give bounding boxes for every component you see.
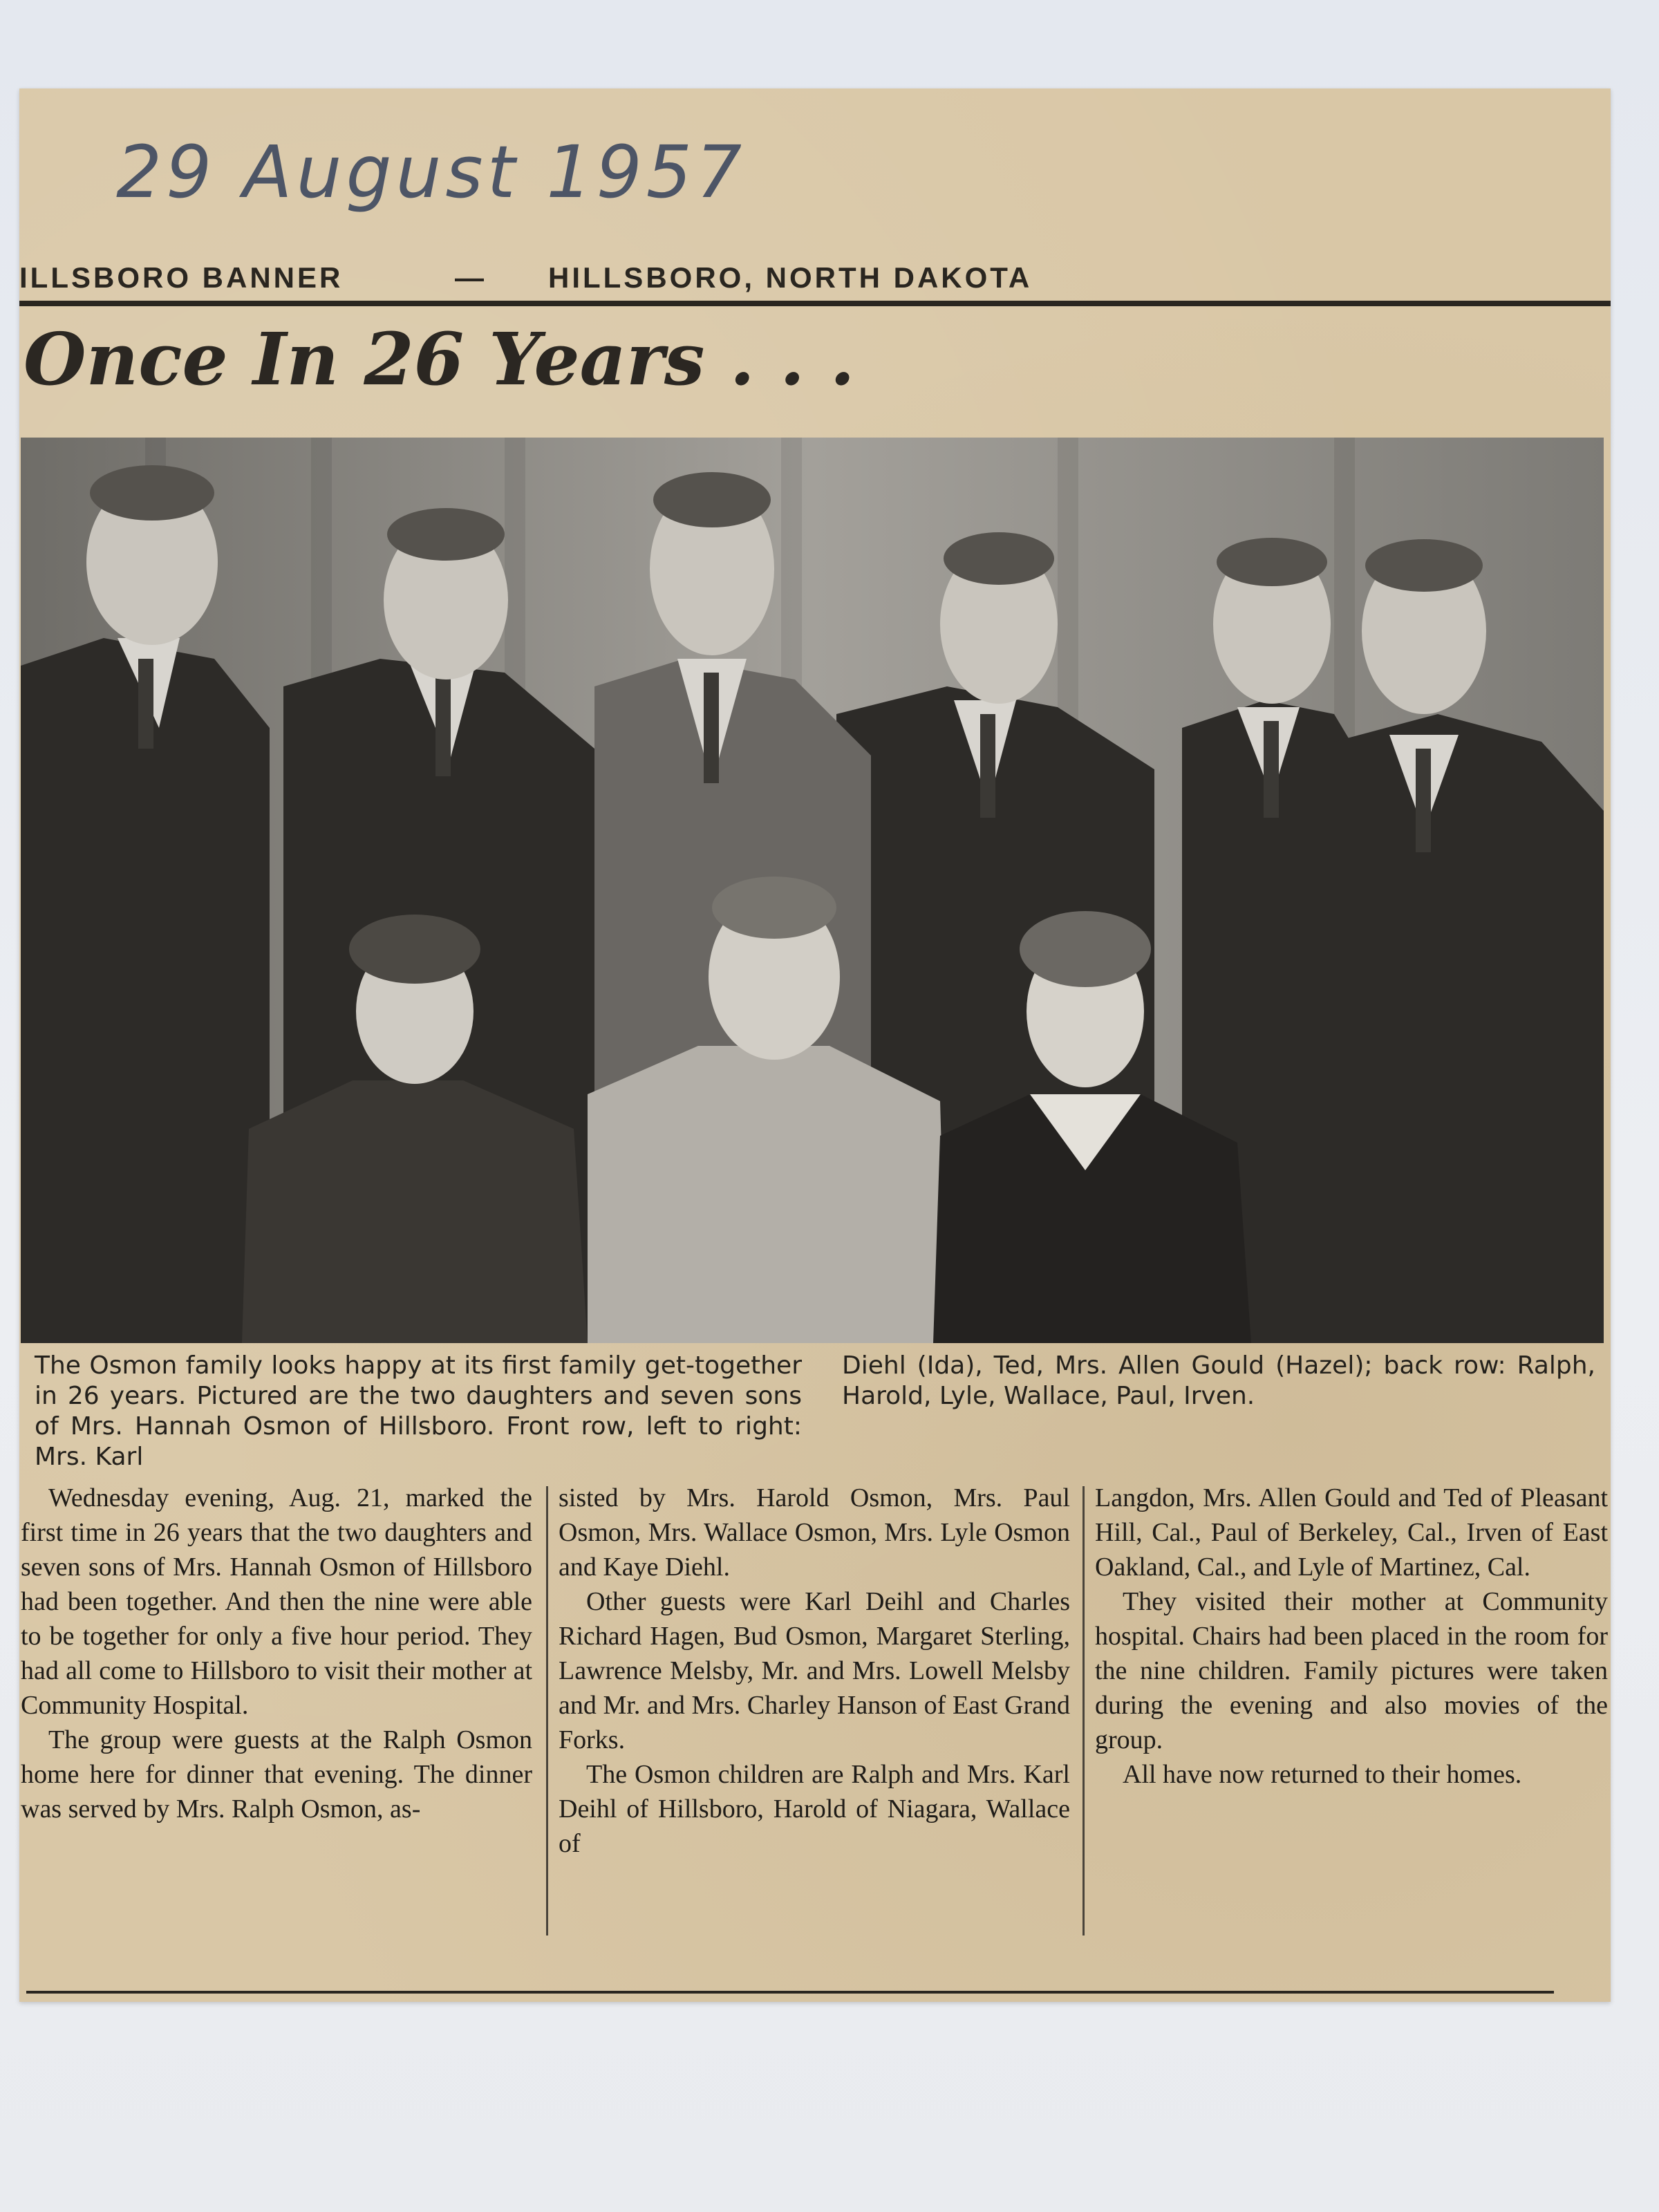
article-paragraph: All have now returned to their homes. (1123, 1760, 1522, 1789)
article-column-2 (559, 1481, 1070, 1861)
article-paragraph: The group were guests at the Ralph Osmon home here for dinner that evening. The dinner was served by Mrs. Ralph Osmon, as- (21, 1725, 532, 1824)
article-paragraph: They visited their mother at Community hospital. Chairs had been placed in the room for the nine children. Family pictures were taken during the evening and also movies of the group. (1095, 1587, 1608, 1754)
masthead-paper-name: ILLSBORO BANNER (19, 261, 344, 294)
article-paragraph: The Osmon children are Ralph and Mrs. Karl Deihl of Hillsboro, Harold of Niagara, Wallace of (559, 1760, 1070, 1858)
masthead (19, 254, 1611, 303)
column-divider (546, 1486, 548, 1936)
family-photo (21, 438, 1604, 1343)
article-paragraph: Langdon, Mrs. Allen Gould and Ted of Pleasant Hill, Cal., Paul of Berkeley, Cal., Irven of East Oakland, Cal., and Lyle of Martinez, Cal. (1095, 1483, 1608, 1582)
newspaper-clipping (19, 88, 1611, 2002)
article-paragraph: sisted by Mrs. Harold Osmon, Mrs. Paul Osmon, Mrs. Wallace Osmon, Mrs. Lyle Osmon and Kaye Diehl. (559, 1483, 1070, 1582)
handwritten-date: 29 August 1957 (116, 130, 747, 214)
article-column-3 (1095, 1481, 1608, 1792)
bottom-rule (26, 1991, 1554, 1994)
masthead-location: HILLSBORO, NORTH DAKOTA (548, 261, 1033, 294)
group-photo-icon (21, 438, 1604, 1343)
photo-caption-left: The Osmon family looks happy at its first family get-together in 26 years. Pictured are the two daughters and seven sons of Mrs. Hannah Osmon of Hillsboro. Front row, left to right: Mrs. Karl (35, 1351, 802, 1471)
article-paragraph: Other guests were Karl Deihl and Charles Richard Hagen, Bud Osmon, Margaret Sterling, Lawrence Melsby, Mr. and Mrs. Lowell Melsby and Mr. and Mrs. Charley Hanson of East Grand Forks. (559, 1587, 1070, 1754)
masthead-rule (19, 301, 1611, 306)
article-column-1 (21, 1481, 532, 1826)
column-divider (1082, 1486, 1085, 1936)
photo-caption-right: Diehl (Ida), Ted, Mrs. Allen Gould (Hazel); back row: Ralph, Harold, Lyle, Wallace, Paul, Irven. (842, 1351, 1595, 1410)
headline: Once In 26 Years . . . (24, 317, 855, 402)
masthead-separator: — (455, 261, 487, 294)
article-paragraph: Wednesday evening, Aug. 21, marked the first time in 26 years that the two daughters and seven sons of Mrs. Hannah Osmon of Hillsboro had been together. And then the nine were able to be together for only a five hour period. They had all come to Hillsboro to visit their mother at Community Hospital. (21, 1483, 532, 1720)
